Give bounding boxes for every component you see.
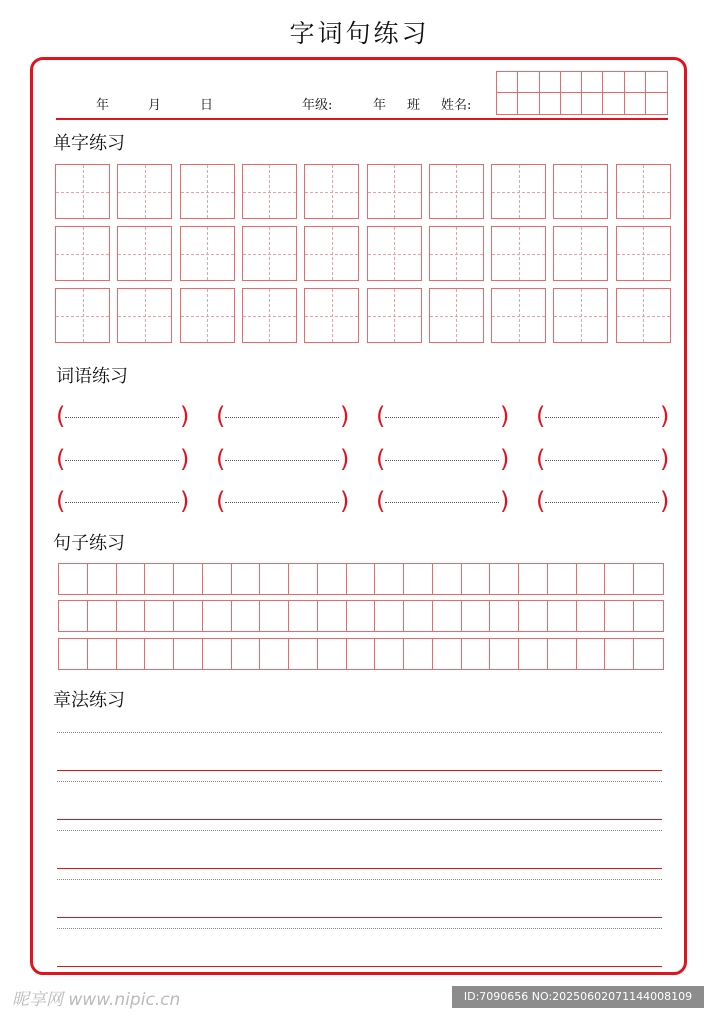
sentence-cell[interactable] xyxy=(605,564,634,594)
sentence-cell[interactable] xyxy=(634,639,663,669)
tian-cell[interactable] xyxy=(616,288,671,343)
section-title-paragraph: 章法练习 xyxy=(53,690,125,711)
sentence-cell[interactable] xyxy=(289,639,318,669)
sentence-cell[interactable] xyxy=(462,601,491,631)
name-label: 姓名: xyxy=(441,98,472,113)
close-paren: ) xyxy=(660,487,670,515)
sentence-cell[interactable] xyxy=(462,564,491,594)
tian-cell[interactable] xyxy=(429,164,484,219)
sentence-cell[interactable] xyxy=(289,601,318,631)
sentence-cell[interactable] xyxy=(289,564,318,594)
tian-cell[interactable] xyxy=(55,226,110,281)
sentence-cell[interactable] xyxy=(174,601,203,631)
tian-cell[interactable] xyxy=(55,288,110,343)
sentence-cell[interactable] xyxy=(548,639,577,669)
tian-cell[interactable] xyxy=(491,288,546,343)
sentence-cell[interactable] xyxy=(318,601,347,631)
sentence-cell[interactable] xyxy=(203,564,232,594)
sentence-cell[interactable] xyxy=(433,601,462,631)
close-paren: ) xyxy=(340,445,350,473)
sentence-cell[interactable] xyxy=(88,601,117,631)
paragraph-guide-line xyxy=(57,781,662,782)
sentence-cell[interactable] xyxy=(519,639,548,669)
watermark-id: ID:7090656 NO:20250602071144008109 xyxy=(452,986,704,1008)
sentence-cell[interactable] xyxy=(117,639,146,669)
tian-cell[interactable] xyxy=(367,288,422,343)
word-blank-line[interactable] xyxy=(545,417,659,418)
sentence-cell[interactable] xyxy=(145,601,174,631)
sentence-cell[interactable] xyxy=(433,639,462,669)
word-blank-line[interactable] xyxy=(65,460,179,461)
sentence-cell[interactable] xyxy=(347,601,376,631)
tian-cell[interactable] xyxy=(117,288,172,343)
close-paren: ) xyxy=(500,445,510,473)
close-paren: ) xyxy=(340,402,350,430)
section-title-sentences: 句子练习 xyxy=(53,533,125,554)
sentence-cell[interactable] xyxy=(59,564,88,594)
sentence-cell[interactable] xyxy=(404,601,433,631)
sentence-cell[interactable] xyxy=(462,639,491,669)
close-paren: ) xyxy=(500,402,510,430)
open-paren: ( xyxy=(216,402,226,430)
paragraph-guide-line xyxy=(57,928,662,929)
sentence-cell[interactable] xyxy=(519,564,548,594)
sentence-cell[interactable] xyxy=(232,639,261,669)
tian-cell[interactable] xyxy=(491,164,546,219)
word-blank-line[interactable] xyxy=(225,460,339,461)
section-title-words: 词语练习 xyxy=(56,366,128,387)
tian-cell[interactable] xyxy=(55,164,110,219)
sentence-cell[interactable] xyxy=(232,564,261,594)
sentence-cell[interactable] xyxy=(203,601,232,631)
sentence-cell[interactable] xyxy=(490,564,519,594)
paragraph-writing-line[interactable] xyxy=(57,868,662,869)
sentence-cell[interactable] xyxy=(404,564,433,594)
sentence-cell[interactable] xyxy=(577,564,606,594)
word-blank-line[interactable] xyxy=(225,417,339,418)
sentence-cell[interactable] xyxy=(375,639,404,669)
open-paren: ( xyxy=(56,445,66,473)
sentence-cell[interactable] xyxy=(634,564,663,594)
grade-label: 年级: xyxy=(302,98,333,113)
sentence-row[interactable] xyxy=(58,600,664,632)
word-blank-line[interactable] xyxy=(385,417,499,418)
word-blank-line[interactable] xyxy=(385,460,499,461)
paragraph-guide-line xyxy=(57,830,662,831)
paragraph-writing-line[interactable] xyxy=(57,770,662,771)
date-year-label: 年 xyxy=(96,98,110,113)
open-paren: ( xyxy=(376,402,386,430)
close-paren: ) xyxy=(340,487,350,515)
sentence-cell[interactable] xyxy=(260,564,289,594)
tian-cell[interactable] xyxy=(117,226,172,281)
section-title-single-char: 单字练习 xyxy=(53,133,125,154)
sentence-cell[interactable] xyxy=(490,639,519,669)
word-blank-line[interactable] xyxy=(545,460,659,461)
open-paren: ( xyxy=(536,487,546,515)
open-paren: ( xyxy=(376,445,386,473)
sentence-cell[interactable] xyxy=(404,639,433,669)
tian-cell[interactable] xyxy=(616,226,671,281)
close-paren: ) xyxy=(660,445,670,473)
sentence-cell[interactable] xyxy=(88,564,117,594)
open-paren: ( xyxy=(216,445,226,473)
tian-cell[interactable] xyxy=(180,164,235,219)
sentence-cell[interactable] xyxy=(548,601,577,631)
word-blank-line[interactable] xyxy=(225,502,339,503)
tian-cell[interactable] xyxy=(180,288,235,343)
sentence-cell[interactable] xyxy=(117,564,146,594)
sentence-cell[interactable] xyxy=(318,564,347,594)
watermark-site: 昵享网 www.nipic.cn xyxy=(12,990,181,1010)
sentence-cell[interactable] xyxy=(347,564,376,594)
grade-year-label: 年 xyxy=(373,98,387,113)
sentence-cell[interactable] xyxy=(232,601,261,631)
open-paren: ( xyxy=(216,487,226,515)
tian-cell[interactable] xyxy=(553,164,608,219)
close-paren: ) xyxy=(180,487,190,515)
tian-cell[interactable] xyxy=(553,226,608,281)
open-paren: ( xyxy=(536,402,546,430)
sentence-cell[interactable] xyxy=(490,601,519,631)
word-blank-line[interactable] xyxy=(385,502,499,503)
close-paren: ) xyxy=(500,487,510,515)
word-blank-line[interactable] xyxy=(65,502,179,503)
paragraph-guide-line xyxy=(57,879,662,880)
tian-cell[interactable] xyxy=(553,288,608,343)
open-paren: ( xyxy=(536,445,546,473)
tian-cell[interactable] xyxy=(616,164,671,219)
tian-cell[interactable] xyxy=(180,226,235,281)
open-paren: ( xyxy=(376,487,386,515)
word-blank-line[interactable] xyxy=(65,417,179,418)
class-label: 班 xyxy=(407,98,421,113)
sentence-cell[interactable] xyxy=(433,564,462,594)
tian-cell[interactable] xyxy=(117,164,172,219)
sentence-cell[interactable] xyxy=(174,564,203,594)
tian-cell[interactable] xyxy=(367,226,422,281)
sentence-cell[interactable] xyxy=(260,639,289,669)
sentence-cell[interactable] xyxy=(605,601,634,631)
sentence-cell[interactable] xyxy=(59,601,88,631)
tian-cell[interactable] xyxy=(304,164,359,219)
sentence-cell[interactable] xyxy=(548,564,577,594)
paragraph-guide-line xyxy=(57,732,662,733)
sentence-cell[interactable] xyxy=(375,564,404,594)
close-paren: ) xyxy=(660,402,670,430)
word-blank-line[interactable] xyxy=(545,502,659,503)
sentence-cell[interactable] xyxy=(347,639,376,669)
sentence-row[interactable] xyxy=(58,638,664,670)
close-paren: ) xyxy=(180,445,190,473)
sentence-cell[interactable] xyxy=(577,601,606,631)
date-day-label: 日 xyxy=(200,98,214,113)
sentence-cell[interactable] xyxy=(375,601,404,631)
tian-cell[interactable] xyxy=(242,226,297,281)
paragraph-writing-line[interactable] xyxy=(57,917,662,918)
sentence-cell[interactable] xyxy=(174,639,203,669)
tian-cell[interactable] xyxy=(429,288,484,343)
open-paren: ( xyxy=(56,402,66,430)
sentence-cell[interactable] xyxy=(634,601,663,631)
tian-cell[interactable] xyxy=(304,288,359,343)
sentence-cell[interactable] xyxy=(318,639,347,669)
open-paren: ( xyxy=(56,487,66,515)
sentence-cell[interactable] xyxy=(605,639,634,669)
sentence-cell[interactable] xyxy=(145,564,174,594)
paragraph-writing-line[interactable] xyxy=(57,819,662,820)
page-title: 字词句练习 xyxy=(289,19,430,48)
sentence-cell[interactable] xyxy=(117,601,146,631)
tian-cell[interactable] xyxy=(367,164,422,219)
header-underline xyxy=(56,118,668,120)
sentence-cell[interactable] xyxy=(519,601,548,631)
date-month-label: 月 xyxy=(148,98,162,113)
name-grid[interactable] xyxy=(496,71,668,115)
tian-cell[interactable] xyxy=(491,226,546,281)
close-paren: ) xyxy=(180,402,190,430)
tian-cell[interactable] xyxy=(242,164,297,219)
sentence-cell[interactable] xyxy=(59,639,88,669)
paragraph-writing-line[interactable] xyxy=(57,966,662,967)
sentence-cell[interactable] xyxy=(203,639,232,669)
tian-cell[interactable] xyxy=(429,226,484,281)
tian-cell[interactable] xyxy=(242,288,297,343)
sentence-cell[interactable] xyxy=(88,639,117,669)
sentence-cell[interactable] xyxy=(260,601,289,631)
sentence-cell[interactable] xyxy=(577,639,606,669)
sentence-row[interactable] xyxy=(58,563,664,595)
tian-cell[interactable] xyxy=(304,226,359,281)
sentence-cell[interactable] xyxy=(145,639,174,669)
